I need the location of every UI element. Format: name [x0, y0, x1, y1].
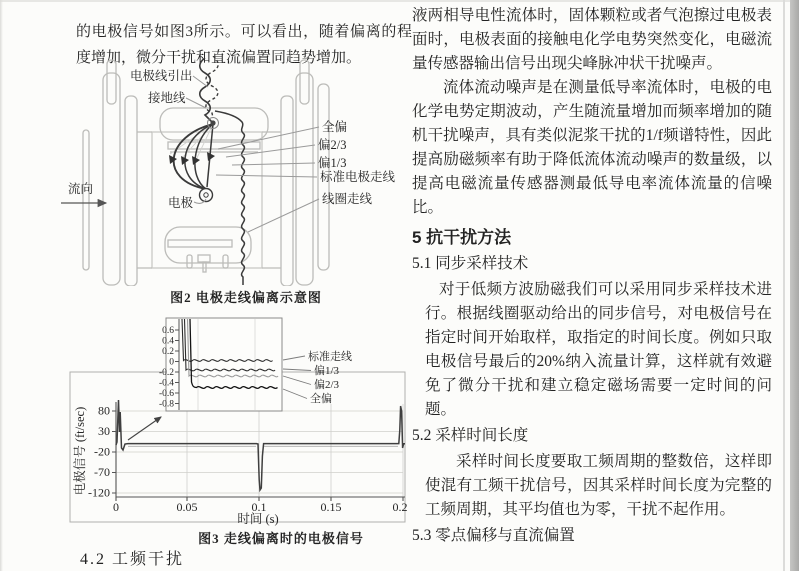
svg-text:-0.4: -0.4	[158, 378, 174, 389]
legend-two-thirds: 偏2/3	[314, 379, 340, 391]
heading-4-2: 4.2 工频干扰	[80, 551, 185, 568]
left-paragraph: 的电极信号如图3所示。可以看出，随着偏离的程度增加，微分干扰和直流偏置同趋势增加。	[76, 24, 412, 66]
legend-leaders	[283, 356, 311, 399]
label-full-offset: 全偏	[322, 120, 348, 134]
coil-wire-squiggle	[215, 111, 244, 285]
label-ground-wire: 接地线	[148, 91, 186, 105]
right-para-2: 流体流动噪声是在测量低导率流体时，电极的电化学电势定期波动，产生随流量增加而频率增加的随机干扰噪声，具有类似泥浆干扰的1/f频谱特性，因此提高励磁频率有助于降低流体流动噪声的数量级，以提高电磁流量传感器测最低导电率流体流量的信噪比。	[412, 79, 772, 216]
legend-one-third: 偏1/3	[314, 365, 340, 377]
inset-frame	[166, 318, 282, 411]
right-para-1: 液两相导电性流体时，固体颗粒或者气泡擦过电极表面时，电极表面的接触电化学电势突然变化，电磁流量传感器输出信号出现尖峰脉冲状干扰噪声。	[412, 7, 772, 72]
label-flow-direction: 流向	[68, 182, 94, 196]
inset-zoom-arrow	[128, 417, 161, 440]
para-5-1: 对于低频方波励磁我们可以采用同步采样技术进行。根据线圈驱动给出的同步信号，对电极信号在指定时间开始取样，取指定的时间长度。例如只取电极信号最后的20%纳入流量计算，这样就有效避免了微分干扰和建立稳定磁场需要一定时间的问题。	[425, 281, 772, 418]
label-offset-one-third: 偏1/3	[318, 156, 347, 170]
svg-text:0.2: 0.2	[162, 347, 174, 357]
svg-text:0.05: 0.05	[176, 500, 198, 514]
label-electrode-lead: 电极线引出	[130, 69, 193, 83]
figure2-diagram	[56, 56, 400, 286]
svg-text:-20: -20	[94, 444, 110, 459]
heading-5: 5 抗干扰方法	[412, 228, 512, 247]
svg-text:-70: -70	[94, 465, 110, 479]
flowmeter-outline	[83, 60, 329, 286]
legend-standard: 标准走线	[308, 351, 352, 363]
route-arrowheads	[169, 152, 215, 165]
svg-text:0.2: 0.2	[392, 500, 408, 514]
svg-text:-0.8: -0.8	[158, 399, 174, 410]
label-electrode: 电极	[168, 196, 194, 210]
svg-text:0: 0	[113, 500, 119, 514]
right-column	[412, 4, 772, 550]
ground-wire-squiggle	[200, 58, 213, 123]
label-leaders	[186, 76, 319, 232]
inset-tick-labels	[159, 326, 174, 410]
heading-5-3: 5.3 零点偏移与直流偏置	[412, 527, 575, 544]
figure2-caption: 图2 电极走线偏离示意图	[170, 290, 322, 305]
svg-text:0.6: 0.6	[162, 326, 174, 336]
heading-5-1: 5.1 同步采样技术	[412, 255, 529, 272]
svg-text:80: 80	[98, 403, 110, 418]
page-edge-top	[0, 0, 799, 2]
signal-line	[116, 400, 405, 490]
svg-text:-120: -120	[88, 485, 110, 500]
label-offset-two-thirds: 偏2/3	[318, 138, 347, 152]
label-coil-route: 线圈走线	[322, 192, 373, 206]
x-axis-label: 时间 (s)	[237, 512, 279, 526]
page-edge-left	[0, 0, 3, 571]
label-standard-route: 标准电极走线	[320, 170, 396, 184]
inset-legend	[308, 349, 352, 405]
y-tick-labels	[88, 404, 110, 500]
heading-5-2: 5.2 采样时间长度	[412, 427, 529, 444]
svg-text:30: 30	[98, 424, 110, 438]
connection-dot	[210, 120, 215, 125]
figure3-caption: 图3 走线偏离时的电极信号	[198, 531, 364, 546]
svg-text:-0.6: -0.6	[158, 389, 174, 399]
para-5-2: 采样时间长度要取工频周期的整数倍，这样即使混有工频干扰信号，因其采样时间长度为完整的工频周期，其平均值也为零，干扰不起作用。	[425, 453, 772, 518]
y-axis-label: 电极信号 (ft/sec)	[73, 406, 87, 496]
svg-text:0.1: 0.1	[251, 500, 267, 514]
svg-text:-0.2: -0.2	[158, 368, 174, 378]
page-edge-band	[790, 0, 799, 571]
page-edge-line	[783, 0, 785, 571]
figure3-chart	[62, 312, 408, 526]
svg-text:0.4: 0.4	[162, 336, 174, 347]
svg-text:0: 0	[169, 357, 174, 368]
svg-text:0.15: 0.15	[320, 500, 342, 514]
legend-full: 全偏	[310, 393, 332, 405]
